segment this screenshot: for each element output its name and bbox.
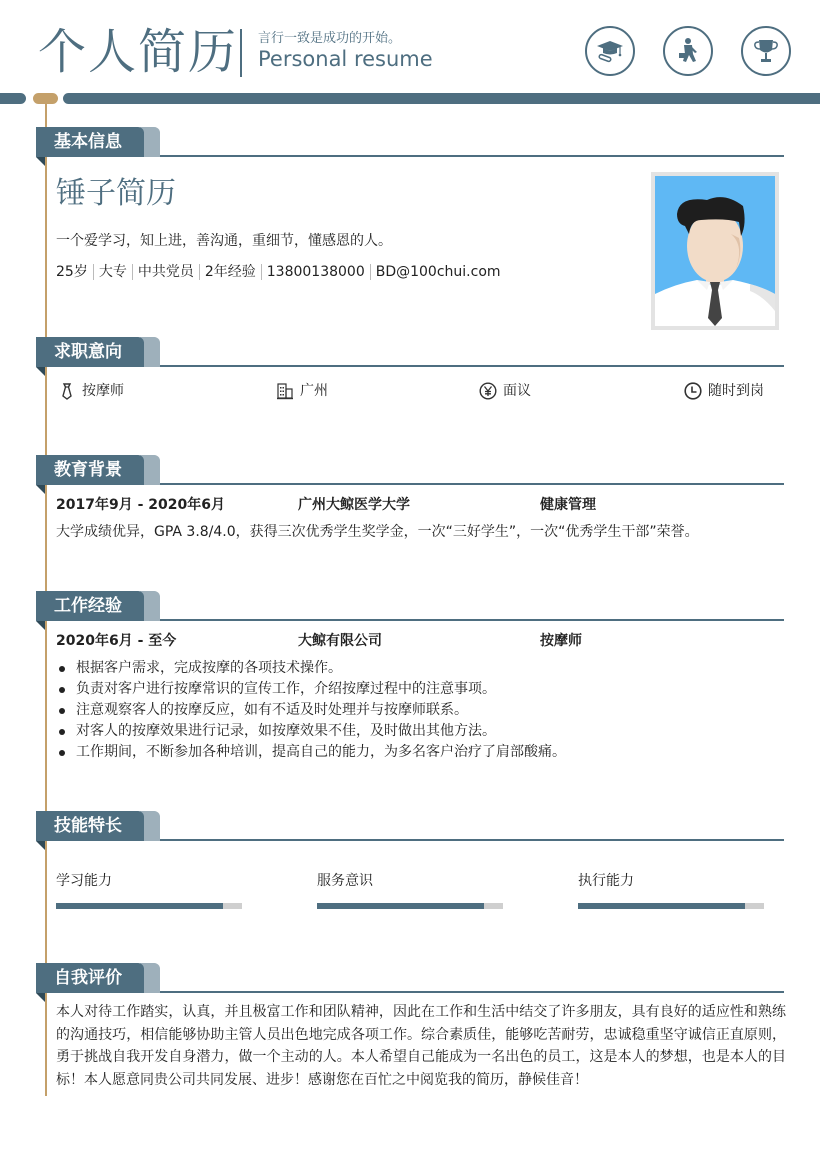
skill-bar (578, 903, 764, 909)
fact-politics: 中共党员 (137, 264, 194, 280)
fact-age: 25岁 (56, 264, 88, 280)
skill-service: 服务意识 (317, 871, 503, 909)
header-motto: 言行一致是成功的开始。 (258, 31, 402, 46)
trophy-icon (741, 26, 791, 76)
education-major: 健康管理 (540, 497, 596, 513)
section-title: 教育背景 (36, 455, 144, 485)
list-item: 对客人的按摩效果进行记录，如按摩效果不佳，及时做出其他方法。 (56, 721, 566, 742)
intent-position: 按摩师 (58, 380, 124, 402)
work-company: 大鲸有限公司 (298, 633, 382, 649)
candidate-facts (56, 262, 501, 282)
list-item: 根据客户需求，完成按摩的各项技术操作。 (56, 658, 566, 679)
fact-experience: 2年经验 (204, 264, 256, 280)
work-duties (56, 658, 566, 763)
list-item: 工作期间，不断参加各种培训，提高自己的能力，为多名客户治疗了肩部酸痛。 (56, 742, 566, 763)
section-title: 技能特长 (36, 811, 144, 841)
clock-icon (684, 382, 702, 400)
header-bar-left (0, 93, 26, 104)
section-title: 基本信息 (36, 127, 144, 157)
intent-availability: 随时到岗 (684, 380, 764, 402)
fact-education: 大专 (98, 264, 127, 280)
tie-icon (58, 382, 76, 400)
skill-bar (317, 903, 503, 909)
work-position: 按摩师 (540, 633, 582, 649)
section-title: 工作经验 (36, 591, 144, 621)
graduation-cap-icon (585, 26, 635, 76)
yuan-icon (479, 382, 497, 400)
header-subtitle: Personal resume (258, 47, 433, 71)
section-job-intent (36, 337, 784, 367)
section-basic-info (36, 127, 784, 157)
businessman-icon (663, 26, 713, 76)
page-title: 个人简历 (38, 24, 239, 80)
skill-execution: 执行能力 (578, 871, 764, 909)
fact-email: BD@100chui.com (375, 264, 501, 280)
education-period: 2017年9月 - 2020年6月 (56, 497, 225, 513)
self-evaluation-text: 本人对待工作踏实，认真，并且极富工作和团队精神，因此在工作和生活中结交了许多朋友，具有良好的适应性和熟练的沟通技巧，相信能够协助主管人员出色地完成各项工作。综合素质佳，能够吃苦耐劳，忠诚稳重坚守诚信正直原则，勇于挑战自我开发自身潜力，做一个主动的人。本人希望自己能成为一名出色的员工，这是本人的梦想，也是本人的目标！本人愿意同贵公司共同发展、进步！感谢您在百忙之中阅览我的简历，静候佳音！ (56, 1004, 786, 1088)
intent-city: 广州 (276, 380, 328, 402)
section-title: 求职意向 (36, 337, 144, 367)
education-school: 广州大鲸医学大学 (298, 497, 410, 513)
header-bar-main (63, 93, 820, 104)
header-divider (240, 29, 242, 77)
section-self-evaluation (36, 963, 784, 993)
section-title: 自我评价 (36, 963, 144, 993)
candidate-name: 锤子简历 (56, 176, 176, 211)
skill-bar (56, 903, 242, 909)
list-item: 注意观察客人的按摩反应，如有不适及时处理并与按摩师联系。 (56, 700, 566, 721)
education-description: 大学成绩优异，GPA 3.8/4.0，获得三次优秀学生奖学金，一次“三好学生”，一次“优秀学生干部”荣誉。 (56, 524, 699, 540)
avatar (651, 172, 779, 330)
section-work (36, 591, 784, 621)
skill-learning: 学习能力 (56, 871, 242, 909)
list-item: 负责对客户进行按摩常识的宣传工作，介绍按摩过程中的注意事项。 (56, 679, 566, 700)
work-period: 2020年6月 - 至今 (56, 633, 177, 649)
intent-salary: 面议 (479, 380, 531, 402)
candidate-tagline: 一个爱学习，知上进，善沟通，重细节，懂感恩的人。 (56, 233, 392, 249)
building-icon (276, 382, 294, 400)
section-education (36, 455, 784, 485)
section-skills (36, 811, 784, 841)
fact-phone: 13800138000 (266, 264, 365, 280)
